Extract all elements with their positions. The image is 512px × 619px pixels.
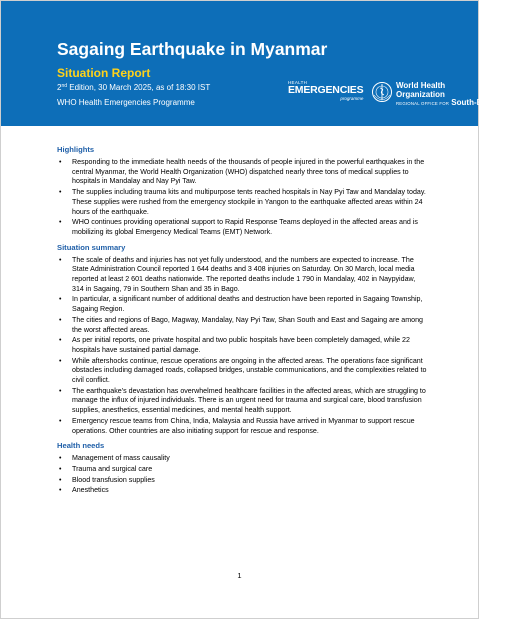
bullet-icon: •: [59, 296, 62, 304]
report-title: Sagaing Earthquake in Myanmar: [57, 39, 328, 59]
list-item: • Blood transfusion supplies: [59, 475, 155, 484]
bullet-icon: •: [59, 316, 62, 324]
bullet-icon: •: [59, 417, 62, 425]
list-item: • The cities and regions of Bago, Magway, Mandalay, Nay Pyi Taw, Shan South and East and Sagaing are among the worst affected areas.: [59, 315, 423, 334]
bullet-icon: •: [59, 357, 62, 365]
who-logo-line2: Organization: [396, 89, 445, 99]
report-subtitle: Situation Report: [57, 66, 151, 80]
edition-line: [57, 83, 210, 92]
bullet-icon: •: [59, 455, 62, 463]
bullet-icon: •: [59, 189, 62, 197]
section-heading-situation-summary: Situation summary: [57, 242, 126, 252]
he-logo-emergencies: EMERGENCIES: [288, 84, 364, 96]
header-banner: [1, 1, 512, 126]
bullet-icon: •: [59, 487, 62, 495]
health-needs-list: [57, 454, 429, 496]
page-number: 1: [237, 571, 242, 580]
programme-name: WHO Health Emergencies Programme: [57, 98, 195, 107]
section-heading-health-needs: Health needs: [57, 441, 105, 451]
who-emblem-icon: [371, 81, 393, 103]
who-logo-line1: World Health: [396, 81, 446, 90]
bullet-icon: •: [59, 476, 62, 484]
edition-ordinal: 2: [57, 83, 62, 92]
list-item: • WHO continues providing operational support to Rapid Response Teams deployed in the affected areas and is mobilizing its global Emergency Medical Teams (EMT) Network.: [59, 218, 418, 236]
bullet-icon: •: [59, 159, 62, 166]
list-item: • Anesthetics: [59, 486, 109, 495]
section-heading-highlights: Highlights: [57, 145, 95, 154]
list-item: • Trauma and surgical care: [59, 464, 153, 473]
list-item: • Management of mass causality: [59, 454, 170, 463]
who-logo-text: [396, 82, 512, 109]
list-item: • Responding to the immediate health needs of the thousands of people injured in the powerful earthquakes in the central Myanmar, the World Health Organization (WHO) dispatched nearly three tons of medical supplies to hospitals in Mandalay and Nay Pyi Taw.: [59, 158, 425, 186]
he-logo-programme: programme: [340, 96, 364, 101]
situation-summary-list: [57, 256, 429, 437]
highlights-list: [57, 158, 429, 238]
bullet-icon: •: [59, 337, 62, 345]
bullet-icon: •: [59, 465, 62, 473]
list-item: • In particular, a significant number of additional deaths and destruction have been reported in Sagaing Township, Sagaing Region.: [59, 295, 423, 314]
bullet-icon: •: [59, 387, 62, 395]
health-emergencies-logo: [288, 80, 363, 101]
bullet-icon: •: [59, 219, 62, 227]
he-logo-health: HEALTH: [288, 80, 308, 85]
edition-date: Edition, 30 March 2025, as of 18:30 IST: [67, 83, 211, 92]
edition-ordinal-suffix: nd: [61, 83, 68, 89]
list-item: • As per initial reports, one private hospital and two public hospitals have been completely damaged, while 22 hospitals have sustained partial damage.: [59, 336, 410, 354]
list-item: • The supplies including trauma kits and multipurpose tents reached hospitals in Nay Pyi Taw and Mandalay today. These supplies were rushed from the emergency stockpile in Yangon to the earthquake affected areas within 24 hours of the earthquake.: [59, 188, 426, 216]
who-region-prefix: REGIONAL OFFICE FOR: [396, 101, 450, 106]
list-item: • While aftershocks continue, rescue operations are ongoing in the affected areas. The operations face significant obstacles including damaged roads, collapsed bridges, unstable communications, and the complexities related to civil conflict.: [59, 356, 427, 385]
list-item: • The scale of deaths and injuries has not yet fully understood, and the numbers are expected to increase. The State Administration Council reported 1 644 deaths and 3 408 injuries on Saturday. On 30 March, local media reported at least 2 601 deaths nationwide. The reported deaths include 1 790 in Mandalay, 402 in Naypyidaw, 314 in Sagaing, 79 in Southern Shan and 35 in Bago.: [59, 255, 416, 293]
bullet-icon: •: [59, 256, 62, 264]
list-item: • The earthquake’s devastation has overwhelmed healthcare facilities in the affected areas, which are struggling to manage the influx of injured individuals. There is an urgent need for trauma and surgical care, blood transfusion supplies, anesthetics, essential medicines, and mental health support.: [59, 386, 426, 415]
list-item: • Emergency rescue teams from China, India, Malaysia and Russia have arrived in Myanmar to support rescue operations. Other countries are also initiating support for rescue and response.: [59, 416, 415, 435]
report-body: [57, 145, 429, 501]
who-region-name: South-East Asia: [451, 98, 512, 107]
